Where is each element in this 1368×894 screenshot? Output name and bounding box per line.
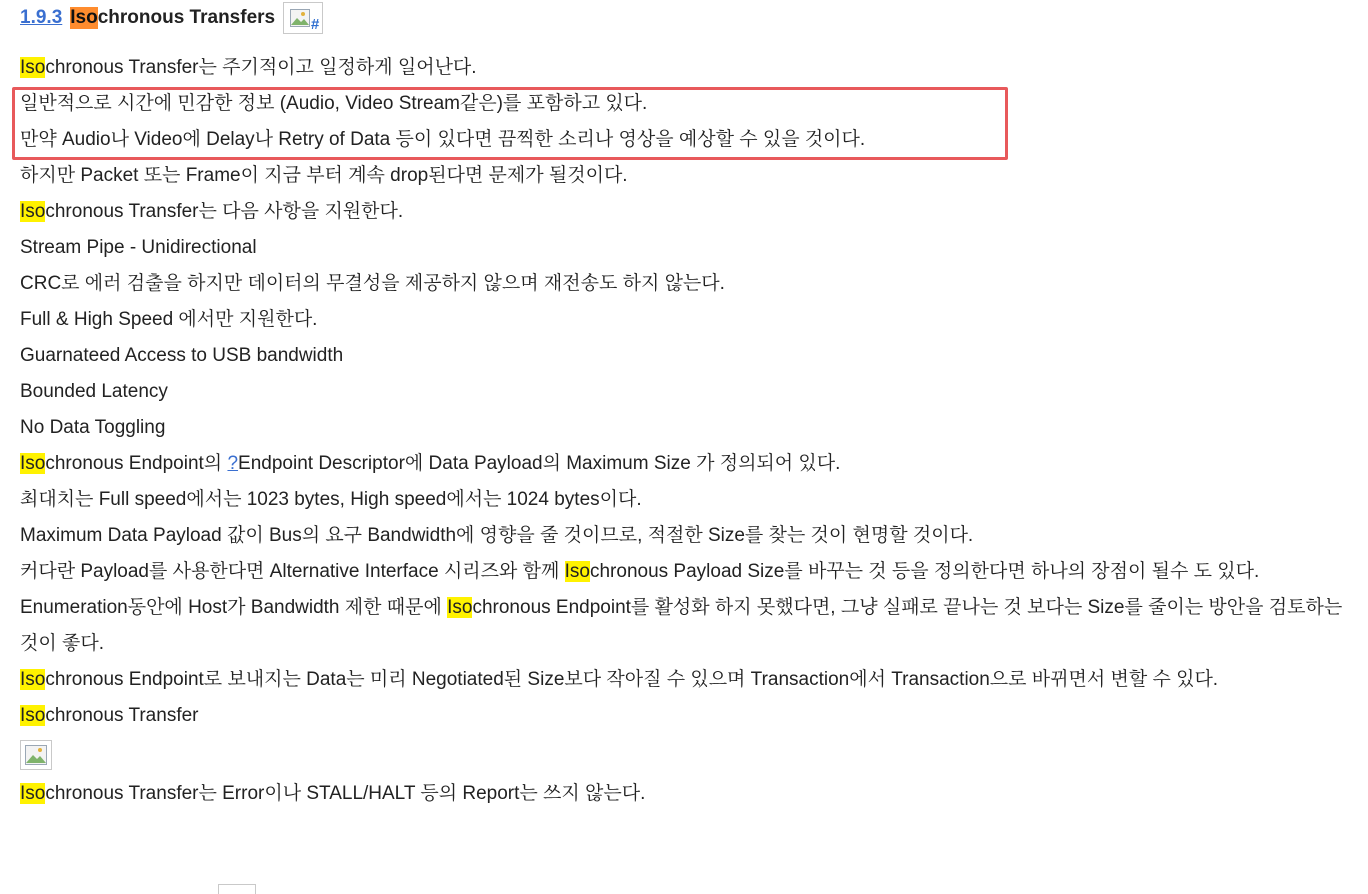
- paragraph-line: [20, 86, 1355, 122]
- paragraph-line: [20, 554, 1355, 590]
- paragraph-line: [20, 230, 1355, 266]
- paragraph-line: [20, 518, 1355, 554]
- line-text: chronous Transfer: [45, 705, 199, 726]
- heading-highlight: Iso: [70, 7, 98, 28]
- image-frame-edge: [218, 884, 256, 894]
- line-text: 일반적으로 시간에 민감한 정보 (Audio, Video Stream같은)를 포함하고 있다.: [20, 93, 648, 114]
- search-highlight: Iso: [20, 201, 46, 222]
- section-heading: [20, 0, 323, 36]
- heading-title: chronous Transfers: [97, 7, 276, 28]
- line-text: Maximum Data Payload 값이 Bus의 요구 Bandwidth에 영향을 줄 것이므로, 적절한 Size를 찾는 것이 현명할 것이다.: [20, 525, 974, 546]
- broken-image-icon[interactable]: [283, 2, 323, 34]
- paragraph-line: [20, 662, 1355, 698]
- line-text: chronous Endpoint로 보내지는 Data는 미리 Negotiated된 Size보다 작아질 수 있으며 Transaction에서 Transaction으로 바뀌면서 변할 수 있다.: [45, 669, 1219, 690]
- paragraph-line: [20, 410, 1355, 446]
- anchor-link[interactable]: #: [310, 16, 320, 33]
- search-highlight: Iso: [20, 57, 46, 78]
- line-text: Guarnateed Access to USB bandwidth: [20, 345, 344, 366]
- line-text: Full & High Speed 에서만 지원한다.: [20, 309, 318, 330]
- missing-page-link[interactable]: ?: [227, 453, 239, 474]
- paragraph-line: [20, 374, 1355, 410]
- paragraph-line: [20, 302, 1355, 338]
- search-highlight: Iso: [20, 669, 46, 690]
- line-text: 커다란 Payload를 사용한다면 Alternative Interface 시리즈와 함께: [20, 561, 565, 582]
- line-text: chronous Endpoint를 활성화 하지 못했다면, 그냥 실패로 끝나는 것 보다는 Size를 줄이는 방안을 검토하는것이 좋다.: [20, 597, 1343, 654]
- line-text: chronous Payload Size를 바꾸는 것 등을 정의한다면 하나의 장점이 될수 도 있다.: [589, 561, 1260, 582]
- broken-image-icon[interactable]: [20, 740, 52, 770]
- paragraph-line: [20, 50, 1355, 86]
- line-text: Endpoint Descriptor에 Data Payload의 Maximum Size 가 정의되어 있다.: [238, 453, 841, 474]
- line-text: No Data Toggling: [20, 417, 166, 438]
- paragraph-line: [20, 698, 1355, 734]
- line-text: chronous Transfer는 주기적이고 일정하게 일어난다.: [45, 57, 477, 78]
- paragraph-line: [20, 590, 1355, 662]
- line-text: chronous Transfer는 다음 사항을 지원한다.: [45, 201, 404, 222]
- line-text: CRC로 에러 검출을 하지만 데이터의 무결성을 제공하지 않으며 재전송도 하지 않는다.: [20, 273, 725, 294]
- search-highlight: Iso: [564, 561, 590, 582]
- search-highlight: Iso: [20, 705, 46, 726]
- search-highlight: Iso: [447, 597, 473, 618]
- section-number-link[interactable]: 1.9.3: [20, 7, 63, 28]
- paragraph-line: [20, 122, 1355, 158]
- line-text: chronous Endpoint의: [45, 453, 228, 474]
- paragraph-line: [20, 776, 1355, 812]
- paragraph-line: [20, 482, 1355, 518]
- paragraph-line: [20, 338, 1355, 374]
- paragraph-line: [20, 158, 1355, 194]
- line-text: Stream Pipe - Unidirectional: [20, 237, 257, 258]
- line-text: 만약 Audio나 Video에 Delay나 Retry of Data 등이 있다면 끔찍한 소리나 영상을 예상할 수 있을 것이다.: [20, 129, 866, 150]
- article-body: [20, 50, 1355, 812]
- paragraph-line: [20, 194, 1355, 230]
- line-text: chronous Transfer는 Error이나 STALL/HALT 등의 Report는 쓰지 않는다.: [45, 783, 646, 804]
- paragraph-line: [20, 266, 1355, 302]
- search-highlight: Iso: [20, 453, 46, 474]
- search-highlight: Iso: [20, 783, 46, 804]
- image-line: [20, 734, 1355, 776]
- paragraph-line: [20, 446, 1355, 482]
- line-text: Enumeration동안에 Host가 Bandwidth 제한 때문에: [20, 597, 448, 618]
- line-text: Bounded Latency: [20, 381, 168, 402]
- line-text: 최대치는 Full speed에서는 1023 bytes, High speed에서는 1024 bytes이다.: [20, 489, 642, 510]
- line-text: 하지만 Packet 또는 Frame이 지금 부터 계속 drop된다면 문제가 될것이다.: [20, 165, 628, 186]
